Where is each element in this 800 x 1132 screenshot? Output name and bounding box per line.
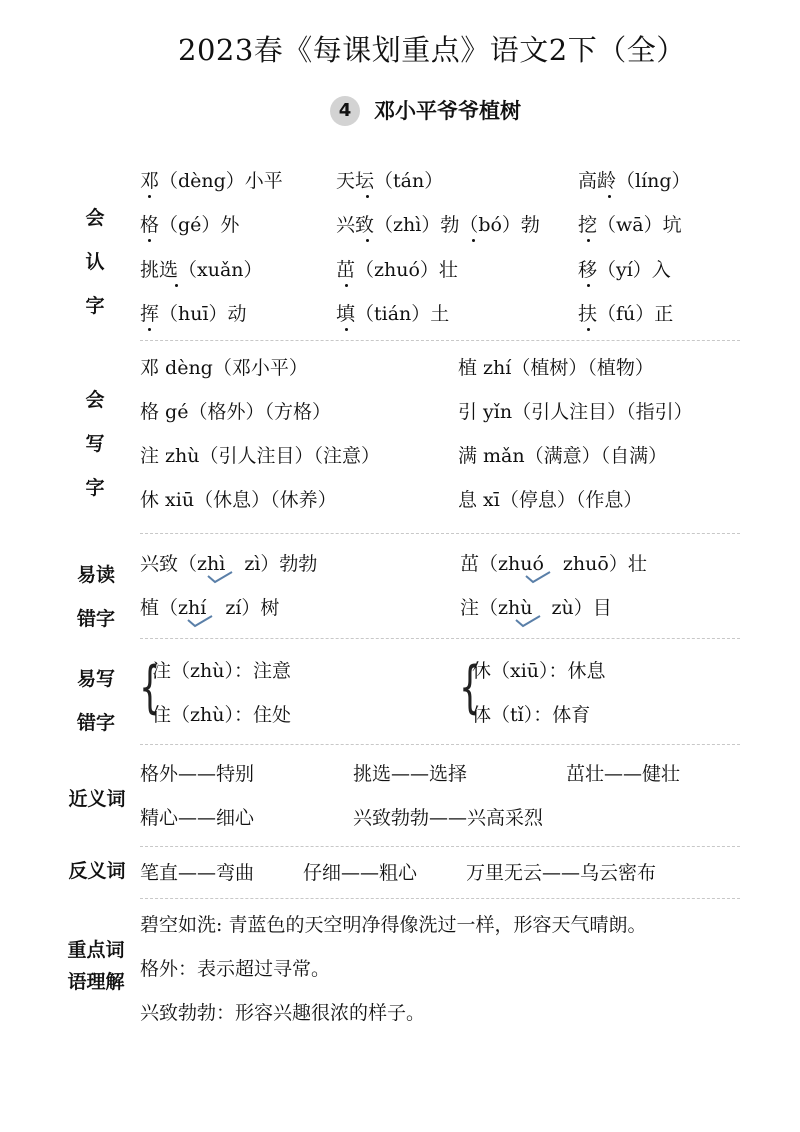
huirenzi-row-4-col-3: 扶（fú）正: [578, 303, 674, 325]
section-divider: [140, 638, 740, 639]
emphasis-dot: [587, 284, 590, 287]
huirenzi-row-1-col-3: 高龄（líng）: [578, 170, 691, 192]
fanyici-item: 仔细——粗心: [303, 862, 418, 884]
huixiezi-row-2-right: 引 yǐn（引人注目）（指引）: [458, 401, 693, 423]
emphasis-dot: [148, 239, 151, 242]
zhongdian-item: 碧空如洗: 青蓝色的天空明净得像洗过一样，形容天气晴朗。: [140, 914, 647, 936]
emphasis-dot: [587, 239, 590, 242]
yidu-row-1-right: 茁（zhuó zhuō）壮: [460, 553, 647, 575]
yidu-row-2-left: 植（zhí zí）树: [140, 597, 280, 619]
category-label: 错字: [76, 712, 115, 734]
huixiezi-row-2-left: 格 gé（格外）（方格）: [140, 401, 331, 423]
emphasis-dot: [366, 195, 369, 198]
left-brace-icon: {: [459, 655, 481, 720]
jinyici-item: 挑选——选择: [353, 763, 468, 785]
category-yidu: [70, 553, 122, 641]
section-divider: [140, 533, 740, 534]
check-mark-icon: [514, 614, 542, 628]
huirenzi-row-3-col-3: 移（yí）入: [578, 259, 671, 281]
category-label: 语理解: [67, 971, 125, 993]
lesson-title: 邓小平爷爷植树: [374, 99, 521, 123]
fanyici-item: 万里无云——乌云密布: [466, 862, 657, 884]
huirenzi-row-2-col-3: 挖（wā）坑: [578, 214, 682, 236]
yidu-row-1-left: 兴致（zhì zì）勃勃: [140, 553, 318, 575]
emphasis-dot: [148, 195, 151, 198]
huirenzi-row-4-col-2: 填（tián）土: [336, 303, 450, 325]
lesson-number-badge: 4: [330, 96, 360, 126]
huixiezi-row-1-right: 植 zhí（植树）（植物）: [458, 357, 654, 379]
check-mark-icon: [186, 614, 214, 628]
fanyici-item: 笔直——弯曲: [140, 862, 255, 884]
huixiezi-row-3-left: 注 zhù（引人注目）（注意）: [140, 445, 381, 467]
jinyici-item: 兴致勃勃——兴高采烈: [353, 807, 544, 829]
huirenzi-row-1-col-1: 邓（dèng）小平: [140, 170, 283, 192]
jinyici-item: 格外——特别: [140, 763, 255, 785]
check-mark-icon: [206, 570, 234, 584]
category-label: 易写: [76, 668, 115, 690]
section-divider: [140, 744, 740, 745]
check-mark-icon: [524, 570, 552, 584]
huirenzi-row-3-col-2: 茁（zhuó）壮: [336, 259, 458, 281]
huirenzi-row-2-col-2: 兴致（zhì）勃（bó）勃: [336, 214, 540, 236]
section-divider: [140, 340, 740, 341]
huixiezi-row-1-left: 邓 dèng（邓小平）: [140, 357, 308, 379]
section-divider: [140, 846, 740, 847]
category-char: 写: [85, 433, 105, 455]
category-char: 字: [85, 295, 105, 317]
emphasis-dot: [472, 239, 475, 242]
category-char: 认: [85, 251, 105, 273]
jinyici-item: 精心——细心: [140, 807, 255, 829]
category-fanyici: 反义词: [68, 860, 126, 882]
category-label: 错字: [76, 608, 115, 630]
category-jinyici: 近义词: [68, 788, 126, 810]
emphasis-dot: [608, 195, 611, 198]
category-label: 重点词: [67, 939, 125, 961]
yidu-row-2-right: 注（zhù zù）目: [460, 597, 612, 619]
zhongdian-item: 兴致勃勃：形容兴趣很浓的样子。: [140, 1002, 426, 1024]
category-huirenzi: [80, 196, 110, 328]
zhongdian-item: 格外：表示超过寻常。: [140, 958, 331, 980]
category-char: 会: [85, 207, 105, 229]
emphasis-dot: [587, 328, 590, 331]
yixie-row-1-left: 注（zhù）：注意: [152, 660, 291, 682]
emphasis-dot: [345, 328, 348, 331]
category-yixie: [70, 657, 122, 745]
category-label: 易读: [76, 564, 115, 586]
huixiezi-row-4-left: 休 xiū（休息）（休养）: [140, 489, 337, 511]
section-divider: [140, 898, 740, 899]
category-huixiezi: [80, 378, 110, 510]
huixiezi-row-3-right: 满 mǎn（满意）（自满）: [458, 445, 668, 467]
category-char: 会: [85, 389, 105, 411]
jinyici-item: 茁壮——健壮: [566, 763, 681, 785]
category-zhongdian: [60, 934, 132, 998]
yixie-row-2-right: 体（tǐ）：体育: [472, 704, 591, 726]
emphasis-dot: [345, 284, 348, 287]
emphasis-dot: [148, 328, 151, 331]
emphasis-dot: [175, 284, 178, 287]
huirenzi-row-1-col-2: 天坛（tán）: [336, 170, 444, 192]
left-brace-icon: {: [139, 655, 161, 720]
huirenzi-row-3-col-1: 挑选（xuǎn）: [140, 259, 263, 281]
yixie-row-2-left: 住（zhù）：住处: [152, 704, 291, 726]
category-char: 字: [85, 477, 105, 499]
emphasis-dot: [366, 239, 369, 242]
huirenzi-row-4-col-1: 挥（huī）动: [140, 303, 247, 325]
huixiezi-row-4-right: 息 xī（停息）（作息）: [458, 489, 643, 511]
huirenzi-row-2-col-1: 格（gé）外: [140, 214, 240, 236]
page-title: 2023春《每课划重点》语文2下（全）: [178, 33, 686, 67]
yixie-row-1-right: 休（xiū）：休息: [472, 660, 606, 682]
